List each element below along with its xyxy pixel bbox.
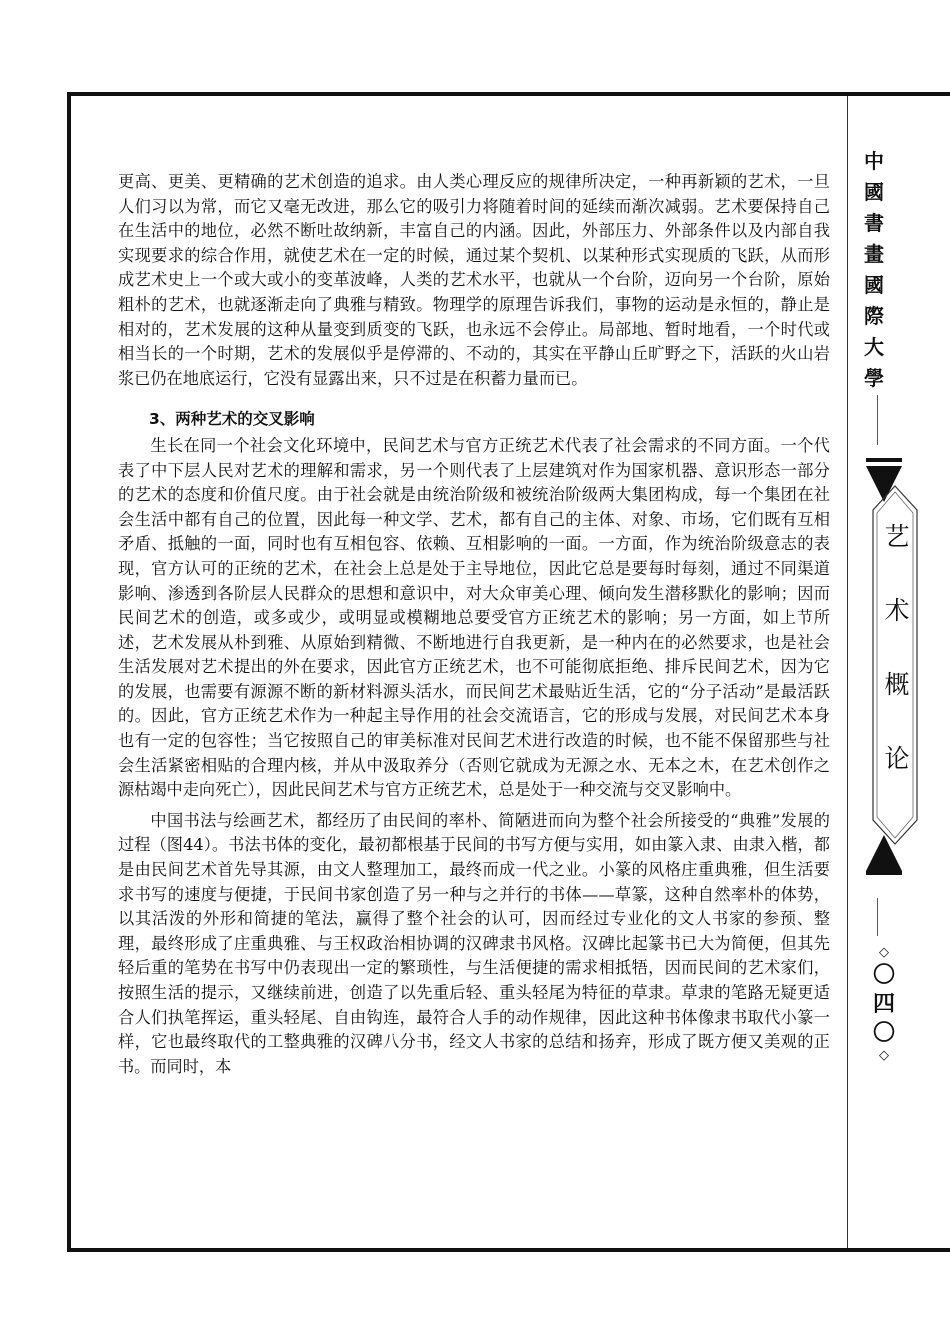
univ-char: 際 bbox=[864, 304, 884, 328]
sidebar-bar bbox=[866, 871, 902, 875]
diamond-ornament: ◇ bbox=[879, 945, 889, 960]
univ-char: 中 bbox=[864, 149, 884, 173]
univ-char: 畫 bbox=[864, 242, 884, 266]
cartouche-bottom-ornament bbox=[866, 835, 902, 871]
title-char: 术 bbox=[884, 596, 910, 625]
column-divider bbox=[847, 96, 848, 1248]
title-char: 概 bbox=[884, 670, 910, 699]
univ-char: 大 bbox=[864, 335, 884, 359]
title-char: 论 bbox=[884, 744, 910, 773]
page-number bbox=[866, 945, 902, 1064]
paragraph-3: 中国书法与绘画艺术，都经历了由民间的率朴、简陋进而向为整个社会所接受的“典雅”发展的过程（图44）。书法书体的变化，最初都根基于民间的书写方便与实用，如由篆入隶、由隶入楷，都是由民间艺术首先导其源，由文人整理加工，最终而成一代之业。小篆的风格庄重典雅，但生活要求书写的速度与便捷，于民间书家创造了另一种与之并行的书体——草篆，这种自然率朴的体势，以其活泼的外形和简捷的笔法，赢得了整个社会的认可，因而经过专业化的文人书家的参预、整理，最终形成了庄重典雅、与王权政治相协调的汉碑隶书风格。汉碑比起篆书已大为简便，但其先轻后重的笔势在书写中仍表现出一定的繁琐性，与生活便捷的需求相抵牾，因而民间的艺术家们，按照生活的提示，又继续前进，创造了以先重后轻、重头轻尾为特征的草隶。草隶的笔路无疑更适合人们执笔挥运，重头轻尾、自由钩连，最符合人手的动作规律，因此这种书体像隶书取代小篆一样，它也最终取代的工整典雅的汉碑八分书，经文人书家的总结和扬弃，形成了既方便又美观的正书。而同时，本 bbox=[118, 810, 830, 1076]
sidebar-bar bbox=[866, 458, 902, 462]
page-digit: 〇 bbox=[872, 1021, 895, 1046]
univ-char: 書 bbox=[864, 211, 884, 235]
sidebar-line-bottom bbox=[877, 898, 878, 936]
title-char: 艺 bbox=[884, 522, 910, 551]
page-digit: 〇 bbox=[872, 963, 895, 988]
section-heading: 3、两种艺术的交叉影响 bbox=[149, 410, 315, 429]
univ-char: 國 bbox=[864, 273, 884, 297]
diamond-ornament: ◇ bbox=[879, 1048, 889, 1063]
univ-char: 國 bbox=[864, 180, 884, 204]
sidebar-line-top bbox=[877, 395, 878, 445]
book-title bbox=[872, 500, 922, 796]
paragraph-1: 更高、更美、更精确的艺术创造的追求。由人类心理反应的规律所决定，一种再新颖的艺术，一旦人们习以为常，而它又毫无改进，那么它的吸引力将随着时间的延续而渐次减弱。艺术要保持自己在生活中的地位，必然不断吐故纳新，丰富自己的内涵。因此，外部压力、外部条件以及内部自我实现要求的综合作用，就使艺术在一定的时候，通过某个契机、以某种形式实现质的飞跃，从而形成艺术史上一个或大或小的变革波峰，人类的艺术水平，也就从一个台阶，迈向另一个台阶，原始粗朴的艺术，也就逐渐走向了典雅与精致。物理学的原理告诉我们，事物的运动是永恒的，静止是相对的，艺术发展的这种从量变到质变的飞跃，也永远不会停止。局部地、暂时地看，一个时代或相当长的一个时期，艺术的发展似乎是停滞的、不动的，其实在平静山丘旷野之下，活跃的火山岩浆已仍在地底运行，它没有显露出来，只不过是在积蓄力量而已。 bbox=[118, 172, 830, 388]
univ-char: 學 bbox=[864, 366, 884, 390]
main-text bbox=[118, 170, 830, 1079]
university-name bbox=[856, 146, 892, 394]
page-digit: 四 bbox=[872, 992, 895, 1017]
paragraph-2: 生长在同一个社会文化环境中，民间艺术与官方正统艺术代表了社会需求的不同方面。一个代表了中下层人民对艺术的理解和需求，另一个则代表了上层建筑对作为国家机器、意识形态一部分的艺术的态度和价值尺度。由于社会就是由统治阶级和被统治阶级两大集团构成，每一个集团在社会生活中都有自己的位置，因此每一种文学、艺术，都有自己的主体、对象、市场，它们既有互相矛盾、抵触的一面，同时也有互相包容、依赖、互相影响的一面。一方面，作为统治阶级意志的表现，官方认可的正统的艺术，在社会上总是处于主导地位，因此它总是要每时每刻，通过不同渠道影响、渗透到各阶层人民群众的思想和意识中，对大众审美心理、倾向发生潜移默化的影响；因而民间艺术的创造，或多或少，或明显或模糊地总要受官方正统艺术的影响；另一方面，如上节所述，艺术发展从朴到雅、从原始到精微、不断地进行自我更新，是一种内在的必然要求，也是社会生活发展对艺术提出的外在要求，因此官方正统艺术，也不可能彻底拒绝、排斥民间艺术，因为它的发展，也需要有源源不断的新材料源头活水，而民间艺术最贴近生活，它的“分子活动”是最活跃的。因此，官方正统艺术作为一种起主导作用的社会交流语言，它的形成与发展，对民间艺术本身也有一定的包容性；当它按照自己的审美标准对民间艺术进行改造的时候，也不能不保留那些与社会生活紧密相贴的合理内核，并从中汲取养分（否则它就成为无源之水、无本之木，在艺术创作之源枯竭中走向死亡），因此民间艺术与官方正统艺术，总是处于一种交流与交叉影响中。 bbox=[118, 435, 830, 800]
